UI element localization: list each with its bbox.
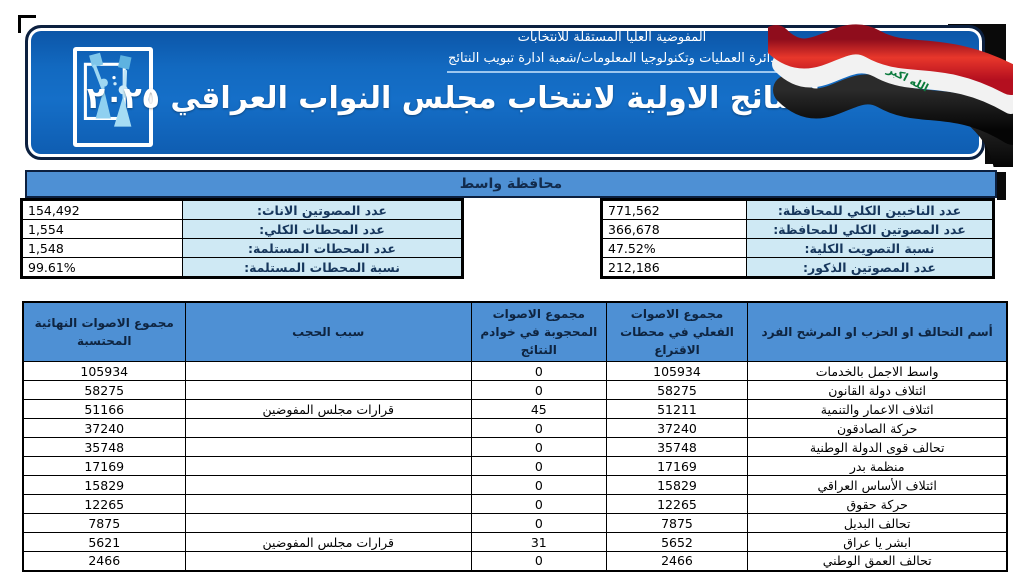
banner-text-block bbox=[86, 30, 820, 116]
hidden-votes: 45 bbox=[471, 400, 606, 419]
entity-name: ائتلاف الاعمار والتنمية bbox=[748, 400, 1007, 419]
col-header-actual-votes: مجموع الاصوات الفعلي في محطات الاقتراع bbox=[606, 302, 748, 362]
final-votes: 17169 bbox=[23, 457, 185, 476]
summary-row bbox=[23, 201, 462, 220]
summary-label: عدد المحطات المستلمة: bbox=[183, 239, 462, 258]
col-header-entity-name: أسم التحالف او الحزب او المرشح الفرد bbox=[748, 302, 1007, 362]
results-table-section bbox=[22, 301, 1008, 572]
hide-reason bbox=[185, 381, 471, 400]
entity-name: حركة الصادقون bbox=[748, 419, 1007, 438]
final-votes: 51166 bbox=[23, 400, 185, 419]
table-row bbox=[23, 419, 1007, 438]
hide-reason bbox=[185, 457, 471, 476]
hidden-votes: 0 bbox=[471, 438, 606, 457]
province-name: محافظة واسط bbox=[459, 176, 563, 192]
table-row bbox=[23, 495, 1007, 514]
entity-name: تحالف البديل bbox=[748, 514, 1007, 533]
summary-label: نسبة المحطات المستلمة: bbox=[183, 258, 462, 277]
summary-value: 366,678 bbox=[603, 220, 747, 239]
hide-reason: قرارات مجلس المفوضين bbox=[185, 533, 471, 552]
actual-votes: 15829 bbox=[606, 476, 748, 495]
summary-value: 771,562 bbox=[603, 201, 747, 220]
summary-row bbox=[603, 220, 993, 239]
summary-row bbox=[23, 258, 462, 277]
flag-black-strip bbox=[985, 28, 1006, 164]
final-votes: 15829 bbox=[23, 476, 185, 495]
entity-name: تحالف العمق الوطني bbox=[748, 552, 1007, 571]
page-title: النتائج الاولية لانتخاب مجلس النواب العراقي ٢٠٢٥ bbox=[86, 81, 820, 116]
table-row bbox=[23, 552, 1007, 571]
final-votes: 5621 bbox=[23, 533, 185, 552]
hidden-votes: 0 bbox=[471, 514, 606, 533]
hidden-votes: 0 bbox=[471, 552, 606, 571]
final-votes: 35748 bbox=[23, 438, 185, 457]
hide-reason bbox=[185, 362, 471, 381]
summary-row bbox=[23, 239, 462, 258]
summary-row bbox=[603, 258, 993, 277]
hide-reason bbox=[185, 495, 471, 514]
divider bbox=[447, 71, 777, 73]
entity-name: حركة حقوق bbox=[748, 495, 1007, 514]
results-header-row bbox=[23, 302, 1007, 362]
entity-name: واسط الاجمل بالخدمات bbox=[748, 362, 1007, 381]
actual-votes: 2466 bbox=[606, 552, 748, 571]
col-header-hidden-votes: مجموع الاصوات المحجوبة في خوادم النتائج bbox=[471, 302, 606, 362]
summary-table-left bbox=[20, 198, 464, 279]
hidden-votes: 0 bbox=[471, 476, 606, 495]
col-header-final-votes: مجموع الاصوات النهائية المحتسبة bbox=[23, 302, 185, 362]
summary-label: عدد المصوتين الكلي للمحافظة: bbox=[747, 220, 993, 239]
actual-votes: 58275 bbox=[606, 381, 748, 400]
hidden-votes: 0 bbox=[471, 381, 606, 400]
hide-reason: قرارات مجلس المفوضين bbox=[185, 400, 471, 419]
summary-value: 154,492 bbox=[23, 201, 183, 220]
hide-reason bbox=[185, 438, 471, 457]
entity-name: ائتلاف دولة القانون bbox=[748, 381, 1007, 400]
hide-reason bbox=[185, 514, 471, 533]
entity-name: تحالف قوى الدولة الوطنية bbox=[748, 438, 1007, 457]
summary-value: 1,548 bbox=[23, 239, 183, 258]
table-row bbox=[23, 514, 1007, 533]
entity-name: ائتلاف الأساس العراقي bbox=[748, 476, 1007, 495]
province-bar bbox=[25, 170, 997, 198]
org-department: دائرة العمليات وتكنولوجيا المعلومات/شعبة ادارة تبويب النتائج bbox=[447, 51, 776, 66]
org-lines bbox=[322, 30, 902, 66]
actual-votes: 37240 bbox=[606, 419, 748, 438]
actual-votes: 7875 bbox=[606, 514, 748, 533]
hide-reason bbox=[185, 476, 471, 495]
summary-row bbox=[23, 220, 462, 239]
hidden-votes: 0 bbox=[471, 419, 606, 438]
final-votes: 2466 bbox=[23, 552, 185, 571]
actual-votes: 5652 bbox=[606, 533, 748, 552]
summary-value: 212,186 bbox=[603, 258, 747, 277]
org-name: المفوضية العليا المستقلة للانتخابات bbox=[517, 30, 707, 45]
summary-value: 99.61% bbox=[23, 258, 183, 277]
summary-label: عدد المصوتين الذكور: bbox=[747, 258, 993, 277]
corner-mark bbox=[18, 15, 21, 33]
entity-name: ابشر يا عراق bbox=[748, 533, 1007, 552]
province-bar-cap bbox=[997, 172, 1006, 200]
table-row bbox=[23, 476, 1007, 495]
final-votes: 7875 bbox=[23, 514, 185, 533]
flag-takbir-text: الله اكبر bbox=[885, 62, 931, 95]
actual-votes: 105934 bbox=[606, 362, 748, 381]
summary-value: 47.52% bbox=[603, 239, 747, 258]
actual-votes: 51211 bbox=[606, 400, 748, 419]
summary-row bbox=[603, 239, 993, 258]
summary-label: عدد الناخبين الكلي للمحافظة: bbox=[747, 201, 993, 220]
summary-value: 1,554 bbox=[23, 220, 183, 239]
entity-name: منظمة بدر bbox=[748, 457, 1007, 476]
col-header-hide-reason: سبب الحجب bbox=[185, 302, 471, 362]
hide-reason bbox=[185, 552, 471, 571]
final-votes: 37240 bbox=[23, 419, 185, 438]
actual-votes: 35748 bbox=[606, 438, 748, 457]
table-row bbox=[23, 362, 1007, 381]
summary-table-right bbox=[600, 198, 995, 279]
summary-label: عدد المحطات الكلي: bbox=[183, 220, 462, 239]
hidden-votes: 31 bbox=[471, 533, 606, 552]
summary-label: عدد المصوتين الاناث: bbox=[183, 201, 462, 220]
actual-votes: 17169 bbox=[606, 457, 748, 476]
table-row bbox=[23, 457, 1007, 476]
summary-row bbox=[603, 201, 993, 220]
actual-votes: 12265 bbox=[606, 495, 748, 514]
final-votes: 12265 bbox=[23, 495, 185, 514]
table-row bbox=[23, 533, 1007, 552]
hide-reason bbox=[185, 419, 471, 438]
hidden-votes: 0 bbox=[471, 457, 606, 476]
table-row bbox=[23, 438, 1007, 457]
hidden-votes: 0 bbox=[471, 362, 606, 381]
table-row bbox=[23, 400, 1007, 419]
table-row bbox=[23, 381, 1007, 400]
results-table bbox=[22, 301, 1008, 572]
final-votes: 58275 bbox=[23, 381, 185, 400]
hidden-votes: 0 bbox=[471, 495, 606, 514]
final-votes: 105934 bbox=[23, 362, 185, 381]
summary-label: نسبة التصويت الكلية: bbox=[747, 239, 993, 258]
